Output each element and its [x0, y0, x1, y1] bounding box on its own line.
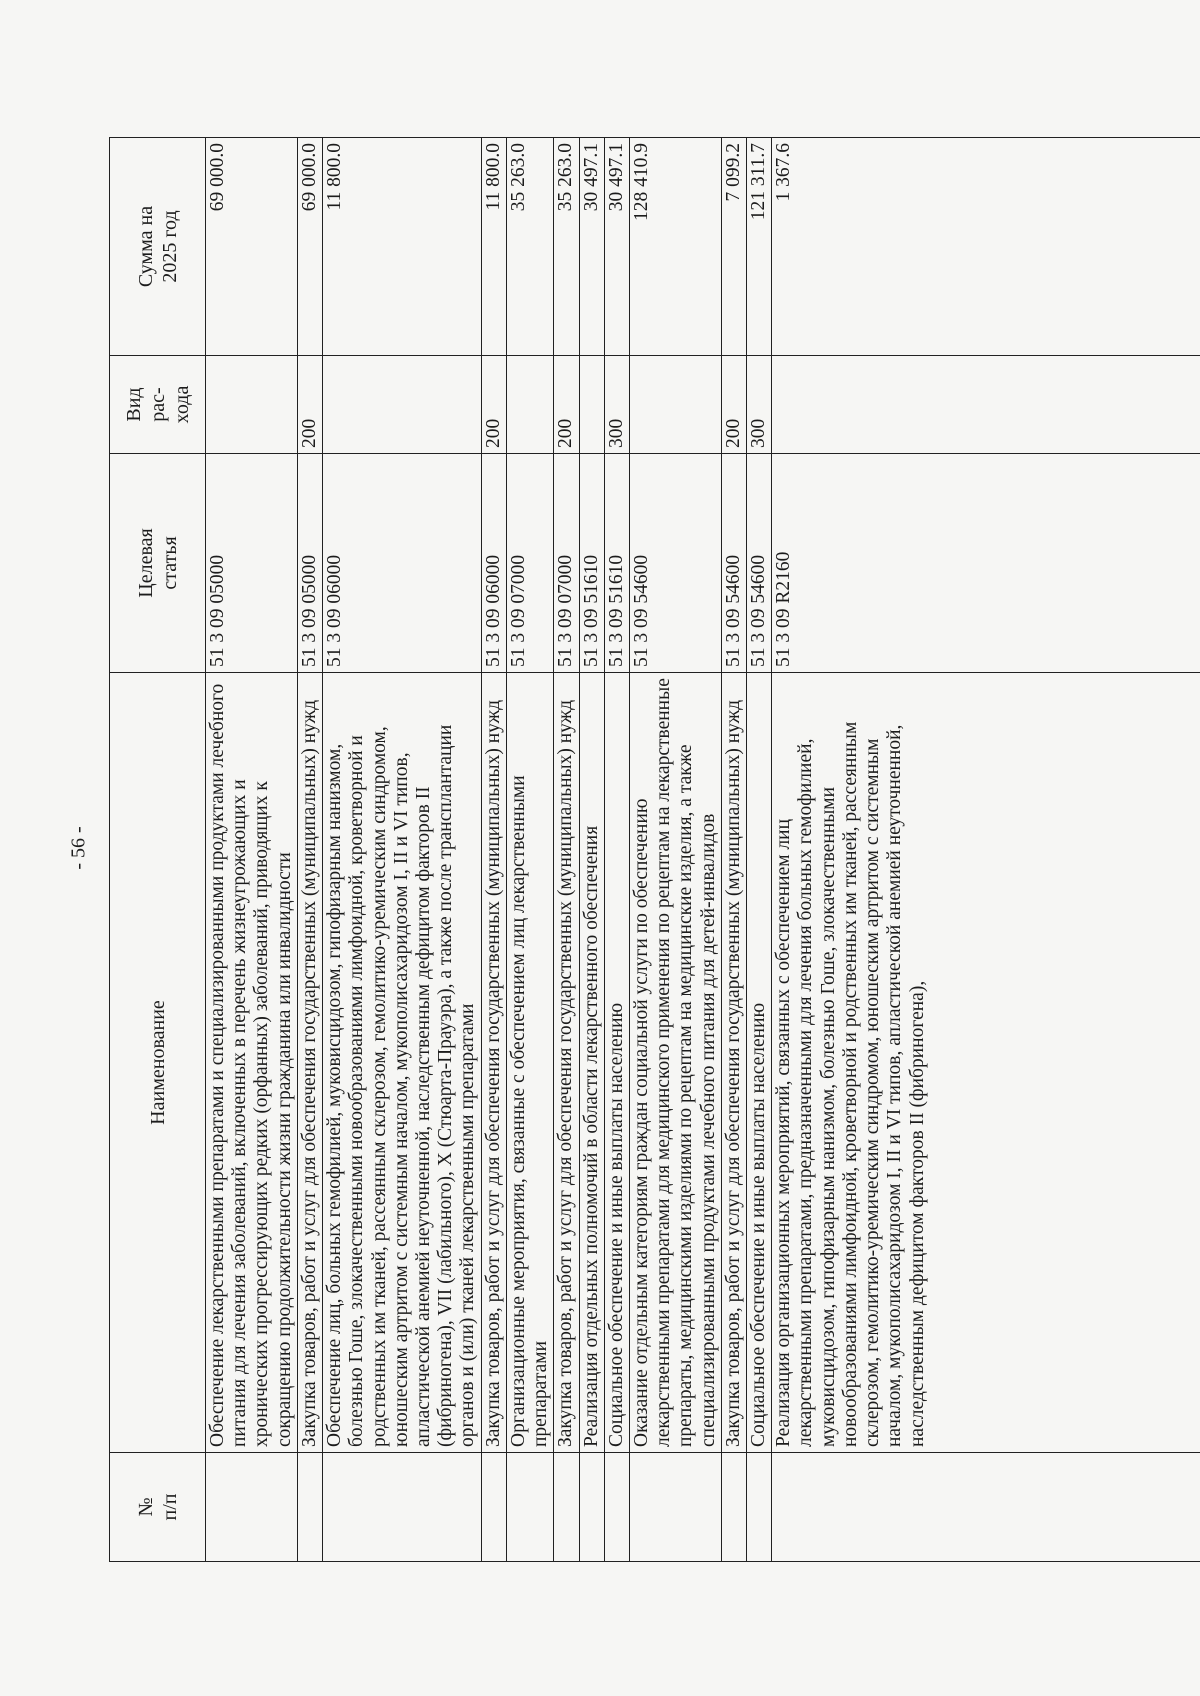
table-row: [554, 138, 579, 1562]
row-amount: 30 497.1: [604, 138, 629, 356]
row-expense-type: [323, 356, 482, 454]
row-expense-type: 200: [481, 356, 506, 454]
column-header-amount-text: Сумма на 2025 год: [134, 205, 181, 288]
row-expense-type: 200: [554, 356, 579, 454]
budget-table: [109, 137, 1200, 1562]
table-row: [629, 138, 721, 1562]
table-row: [579, 138, 604, 1562]
table-row: [297, 138, 322, 1562]
row-amount: 35 263.0: [554, 138, 579, 356]
row-name: Закупка товаров, работ и услуг для обеспечения государственных (муниципальных) нужд: [721, 673, 746, 1453]
table-row: [206, 138, 298, 1562]
column-header-expense-type-text: Вид рас- хода: [122, 385, 193, 424]
row-article: 51 3 09 05000: [297, 454, 322, 673]
row-article: 51 3 09 51610: [579, 454, 604, 673]
row-article: 51 3 09 54600: [629, 454, 721, 673]
column-header-amount: [110, 138, 206, 356]
row-name: Закупка товаров, работ и услуг для обеспечения государственных (муниципальных) нужд: [481, 673, 506, 1453]
row-name: Социальное обеспечение и иные выплаты населению: [604, 673, 629, 1453]
row-expense-type: [506, 356, 553, 454]
row-number-cell: [579, 1453, 604, 1562]
column-header-number: [110, 1453, 206, 1562]
row-name: Организационные мероприятия, связанные с обеспечением лиц лекарственными препаратами: [506, 673, 553, 1453]
table-row: [323, 138, 482, 1562]
row-expense-type: 200: [721, 356, 746, 454]
table-row: [506, 138, 553, 1562]
column-header-expense-type: [110, 356, 206, 454]
row-number-cell: [297, 1453, 322, 1562]
row-expense-type: [772, 356, 1200, 454]
row-name: Закупка товаров, работ и услуг для обеспечения государственных (муниципальных) нужд: [297, 673, 322, 1453]
row-name: Обеспечение лекарственными препаратами и специализированными продуктами лечебного питания для лечения заболеваний, включенных в перечень жизнеугрожающих и хронических прогрессирующих редких (орфанных) заболеваний, приводящих к сокращению продолжительности жизни гражданина или инвалидности: [206, 673, 298, 1453]
column-header-name-text: Наименование: [146, 1000, 169, 1125]
row-amount: 69 000.0: [206, 138, 298, 356]
column-header-number-text: № п/п: [134, 1493, 181, 1521]
column-header-name: [110, 673, 206, 1453]
row-amount: 11 800.0: [323, 138, 482, 356]
row-article: 51 3 09 07000: [506, 454, 553, 673]
column-header-article: [110, 454, 206, 673]
row-number-cell: [554, 1453, 579, 1562]
row-number-cell: [747, 1453, 772, 1562]
row-expense-type: [629, 356, 721, 454]
row-article: 51 3 09 05000: [206, 454, 298, 673]
row-expense-type: 300: [604, 356, 629, 454]
table-row: [747, 138, 772, 1562]
row-article: 51 3 09 51610: [604, 454, 629, 673]
table-row: [721, 138, 746, 1562]
row-article: 51 3 09 54600: [721, 454, 746, 673]
row-name: Оказание отдельным категориям граждан социальной услуги по обеспечению лекарственными препаратами для медицинского применения по рецептам на лекарственные препараты, медицинскими изделиями по рецептам на медицинские изделия, а также специализированными продуктами лечебного питания для детей-инвалидов: [629, 673, 721, 1453]
row-article: 51 3 09 54600: [747, 454, 772, 673]
table-row: [481, 138, 506, 1562]
table-header: [110, 138, 206, 1562]
row-name: Реализация организационных мероприятий, связанных с обеспечением лиц лекарственными препаратами, предназначенными для лечения больных гемофилией, муковисцидозом, гипофизарным нанизмом, болезнью Гоше, злокачественными новообразованиями лимфоидной, кроветворной и родственных им тканей, рассеянным склерозом, гемолитико-уремическим синдромом, юношеским артритом с системным началом, мукополисахаридозом I, II и VI типов, апластической анемией неуточненной, наследственным дефицитом факторов II (фибриногена),: [772, 673, 1200, 1453]
row-number-cell: [604, 1453, 629, 1562]
row-expense-type: [579, 356, 604, 454]
row-number-cell: [506, 1453, 553, 1562]
row-number-cell: [206, 1453, 298, 1562]
table-row: [604, 138, 629, 1562]
row-amount: 30 497.1: [579, 138, 604, 356]
page-number: - 56 -: [67, 826, 90, 870]
row-name: Обеспечение лиц, больных гемофилией, муковисцидозом, гипофизарным нанизмом, болезнью Гоше, злокачественными новообразованиями лимфоидной, кроветворной и родственных им тканей, рассеянным склерозом, гемолитико-уремическим синдромом, юношеским артритом с системным началом, мукополисахаридозом I, II и VI типов, апластической анемией неуточненной, наследственным дефицитом факторов II (фибриногена), VII (лабильного), X (Стюарта-Прауэра), а также после трансплантации органов и (или) тканей лекарственными препаратами: [323, 673, 482, 1453]
row-number-cell: [323, 1453, 482, 1562]
row-expense-type: 200: [297, 356, 322, 454]
row-expense-type: [206, 356, 298, 454]
row-article: 51 3 09 R2160: [772, 454, 1200, 673]
row-name: Закупка товаров, работ и услуг для обеспечения государственных (муниципальных) нужд: [554, 673, 579, 1453]
row-amount: 128 410.9: [629, 138, 721, 356]
row-amount: 121 311.7: [747, 138, 772, 356]
row-article: 51 3 09 07000: [554, 454, 579, 673]
row-number-cell: [629, 1453, 721, 1562]
table-body: [206, 138, 1200, 1562]
row-amount: 69 000.0: [297, 138, 322, 356]
row-amount: 1 367.6: [772, 138, 1200, 356]
row-number-cell: [721, 1453, 746, 1562]
table-row: [772, 138, 1200, 1562]
rotated-page-content: [109, 138, 1200, 1562]
row-article: 51 3 09 06000: [481, 454, 506, 673]
column-header-article-text: Целевая статья: [134, 528, 181, 598]
row-name: Социальное обеспечение и иные выплаты населению: [747, 673, 772, 1453]
row-amount: 11 800.0: [481, 138, 506, 356]
row-number-cell: [772, 1453, 1200, 1562]
row-number-cell: [481, 1453, 506, 1562]
row-name: Реализация отдельных полномочий в области лекарственного обеспечения: [579, 673, 604, 1453]
row-amount: 7 099.2: [721, 138, 746, 356]
row-amount: 35 263.0: [506, 138, 553, 356]
row-article: 51 3 09 06000: [323, 454, 482, 673]
row-expense-type: 300: [747, 356, 772, 454]
